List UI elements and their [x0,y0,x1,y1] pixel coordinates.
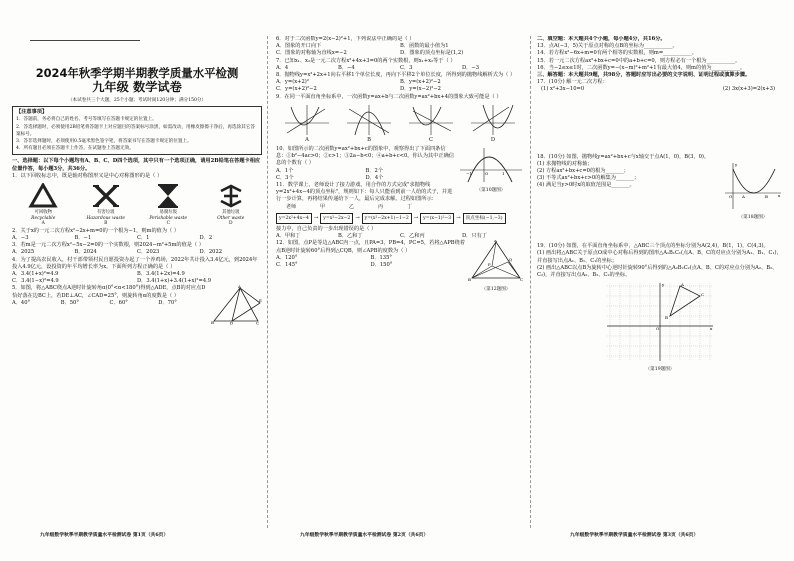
question-6: 6．对于二次函数y=2(x−2)²+1，下列说法中正确的是（ ） [276,36,415,42]
option-letter: D [228,221,233,227]
svg-text:A: A [681,282,684,288]
relay-step: y=x²−2x−2 [320,213,353,224]
option: D．只有丁 [462,233,487,240]
page-footer: 九年级数学秋季半期教学质量水平检测试卷 第3页（共6页） [570,532,699,538]
option: A．−3 [12,235,29,242]
question-18-block [537,161,783,243]
relay-step: y=(x−1)²−3 [420,213,454,224]
other-waste-icon [216,183,246,209]
option: A．40° [12,299,31,306]
recycle-label-zh: 其他垃圾 [221,210,240,216]
column-divider [530,36,531,528]
note-item: 1．答题前，务必将自己的姓名、考号等填写在答题卡规定的位置上。 [16,117,157,123]
option: C．60° [109,299,128,306]
option: B．50° [60,299,79,306]
question-7-options [276,65,524,72]
parabola-graph [283,103,331,137]
question-2: 2．关于x的一元二次方程x²−2x+m=0的一个根为−1，则m的值为（ ） [12,227,180,234]
svg-text:A: A [742,193,745,199]
question-6-options [276,43,524,57]
question-11: 11．数学课上，老师设计了接力游戏，用合作的方式完成"求抛物线y=2x²+4x−4的顶点坐标"，规则如下：每人只能看到前一人给的式子，并进行一步计算，再将结果传递给下一人，最后完成求解。过程如图所示： [276,182,453,203]
relay-name: 乙 [349,203,355,210]
question-4-options [12,271,262,285]
question-11-tail: 接力中，自己负责的一步出现错误的是（ ） [276,226,377,233]
question-12-options [276,255,465,269]
svg-text:E: E [259,298,262,304]
page-footer: 九年级数学秋季半期教学质量水平检测试卷 第1页（共6页） [40,532,169,538]
svg-text:A: A [494,240,497,244]
sub-question: (3) 不等式ax²+bx+c>0的解集为_______； [537,175,640,182]
option: D．2022 [199,249,223,256]
option: A．1个 [276,167,294,174]
option: C．y=(x+2)²−2 [276,86,317,93]
question-15: 15．若一元二次方程ax²+bx+c=0中的a+b+c=0，则方程必有一个根为___________。 [537,57,741,64]
question-10-options [276,168,455,182]
graph-option-c [407,103,455,144]
figure-caption: （第19题图） [645,367,675,373]
option-letter: B [367,136,371,143]
sub-question: (2) 画出△ABC以点B为旋转中心逆时针旋转90°后得到的△A₂B₂C₂(点A、B、C的对应点分别为A₂、B₂、C₂)，并直接写出点A₂、B₂、C₂的坐标。 [537,264,778,279]
recycle-label-zh: 有害垃圾 [96,210,115,216]
option: C．145° [276,262,298,269]
option: D．3.4(1+x)+3.4(1+x)²=4.9 [137,278,212,285]
triangle-rotation-figure [210,285,262,325]
option: D．70° [158,299,177,306]
relay-name: 丁 [407,203,413,210]
column-divider [267,36,268,528]
option: C．3 [400,64,413,71]
question-7: 7．已知x₁、x₂是一元二次方程x²+4x+3=0的两个实数根，则x₁+x₂等于（ ） [276,57,456,64]
question-1: 1．以下回收标志中，既是轴对称图形又是中心对称图形的是（ ） [12,172,163,179]
option: B．函数的最小值为1 [400,43,449,50]
question-5-options [12,300,207,307]
option: B．−4 [338,64,355,71]
recyclable-icon [28,183,58,209]
page-1 [12,36,262,528]
svg-text:x: x [778,192,781,198]
question-16: 16．当−2≤x≤1时，二次函数y=−(x−m)²+m²+1有最大值4，则m的值为___________。 [537,64,746,71]
recycle-label-en: Other waste [217,215,245,221]
arrow-icon: → [456,214,461,221]
sub-question: (2) 3x(x+3)=2(x+3) [722,86,775,93]
option-letter: B [104,221,108,227]
recycle-label-en: Recyclable [31,215,56,221]
section-heading: 三、解答题：本大题共9题，共98分，答题时应写出必要的文字说明、证明过程或演算步骤。 [537,72,751,79]
svg-text:C: C [701,292,705,298]
relay-name: 老师 [286,203,297,210]
recycle-option-c [138,183,198,227]
recycle-options [12,183,262,227]
option: D．y=(x−2)²−2 [400,86,441,93]
arrow-icon: → [355,214,360,221]
svg-text:C: C [256,320,260,326]
option: D．−3 [462,64,479,71]
option: C．图象的对称轴为直线x=−2 [276,50,347,57]
equilateral-triangle-figure [468,240,524,282]
question-18: 18．(10分) 如图，抛物线y=ax²+bx+c与x轴交于点A(1，0)，B(3，0)。 [537,153,710,160]
option-letter: D [490,136,496,143]
option: A．甲和丁 [276,233,301,240]
section-heading: 二、填空题：本大题共4个小题，每小题4分，共16分。 [537,36,666,42]
recycle-label-zh: 易腐垃圾 [159,210,178,216]
relay-step: y=(x²−2x+1)−1−2 [362,213,412,224]
hazardous-waste-icon [91,183,121,209]
option: A．3.4(1+x)²=4.9 [12,271,59,278]
option: B．3.4(1+2x)=4.9 [137,271,185,278]
arrow-icon: → [413,214,419,221]
page-3 [537,36,783,528]
question-13: 13．点A(−3，5)关于原点对称的点B的坐标为___________。 [537,43,678,50]
sub-question: (1) x²+3x−10=0 [541,86,585,93]
svg-text:B: B [468,277,471,283]
recycle-label-en: Perishable waste [149,215,188,221]
question-10-figure [458,146,524,194]
notes-heading: 【注意事项】 [16,109,48,116]
option: A．y=(x+2)² [276,79,309,86]
option: B．2024 [74,249,97,256]
option-letter: C [166,221,170,227]
svg-text:O: O [729,193,733,199]
question-12-figure [468,240,524,292]
exam-info: （本试卷共三个大题，25个小题；考试时间120分钟；满分150分） [67,98,207,103]
svg-text:A: A [238,285,241,290]
svg-text:O: O [656,326,660,332]
sub-question: (1) 画出将△ABC关于原点O成中心对称后得到的图形△A₁B₁C₁(点A、B、C的对应点分别为A₁、B₁、C₁)，并直接写出点A₁、B₁、C₁的坐标； [537,250,782,264]
svg-text:O: O [485,171,489,177]
relay-name: 丙 [378,203,384,210]
figure-caption: （第12题图） [481,286,511,292]
answer-space [537,94,783,154]
recycle-label-en: Hazardous waste [86,215,125,221]
option: C．3个 [276,174,294,181]
option: A．120° [276,254,298,261]
option: A．4 [276,64,289,71]
relay-names [276,204,524,211]
relay-flow [276,213,524,224]
question-12: 12．如图，点P是等边△ABC内一点，且PA=3，PB=4，PC=5，若将△APB绕着点B逆时针旋转60°后得到△CQB，则∠APB的度数为（ ） [276,240,465,254]
option: A．图象的开口向下 [276,43,322,50]
svg-text:C: C [520,277,524,283]
sub-question: (2) 方程ax²+bx+c=0的根为_______； [537,168,629,175]
note-item: 4．所有题目必须在答题卡上作答，在试题卷上答题无效。 [16,146,134,152]
question-18-figure [723,161,783,221]
question-3-options [12,249,262,256]
svg-text:y: y [735,161,738,167]
figure-caption: （第10题图） [476,188,506,194]
exam-title: 2024年秋季学期半期教学质量水平检测 [35,66,239,80]
svg-text:D: D [230,320,234,326]
recycle-option-a [13,183,73,227]
recycle-option-b [76,183,136,227]
option: C．3.4(1−x)²=4.9 [12,278,59,285]
coordinate-grid-figure [605,281,715,363]
exam-subtitle: 九年级 数学试卷 [92,80,182,94]
question-17-parts [537,86,783,93]
relay-step: y=2x²+4x−4 [276,213,312,224]
note-item: 3．答非选择题时，必须使用0.5毫米黑色签字笔，将答案书写在答题卡规定的位置上。 [16,139,192,145]
graph-option-a [283,103,331,144]
option: B．135° [370,254,392,261]
parabola-graph [407,103,455,137]
question-8: 8．抛物线y=x²+2x+1向右平移1个单位长度，再向下平移2个单位长度，所得到的抛物线解析式为（ ） [276,72,516,79]
notes-box [12,106,262,155]
relay-step: 顶点坐标(−1,−3) [463,213,506,224]
option-letter: A [305,136,309,143]
option: C．乙和丙 [400,233,425,240]
recycle-option-d [201,183,261,227]
page-footer: 九年级数学秋季半期教学质量水平检测试卷 第2页（共6页） [300,532,429,538]
sub-question: (1) 求抛物线的对称轴； [537,160,593,167]
svg-text:B: B [665,315,668,321]
svg-text:1: 1 [502,171,505,177]
option: A．2025 [12,249,35,256]
page-2 [276,36,524,528]
question-10: 10．如图所示的二次函数y=ax²+bx+c的图象中，观察得出了下面四条信息：①b²−4ac>0；②c>1；③2a−b<0；④a+b+c<0。你认为其中正确信息的个数有（ ） [276,146,454,167]
svg-text:−1: −1 [466,171,472,177]
arrow-icon: → [313,214,319,221]
sub-question: (4) 满足当y>0时x的取值范围是_______。 [537,182,635,189]
figure-caption: （第18题图） [738,215,768,221]
svg-text:P: P [488,262,491,268]
question-14: 14．若方程x²−6x+m=0有两个相等的实数根，则m=___________。 [537,50,697,57]
option: C．2023 [137,249,160,256]
option-letter: C [429,136,433,143]
note-item: 2．答选择题时，必须使用2B铅笔将答题卡上对应题目的答案标号涂黑，如需改动，用橡皮擦擦干净后，再选涂其它答案标号。 [16,124,255,137]
option: D．4个 [365,174,384,181]
svg-text:y: y [662,282,665,288]
svg-text:B: B [211,320,214,326]
parabola-figure [723,161,783,211]
option: D．图象的顶点坐标是(1,2) [400,50,464,57]
perishable-waste-icon [153,183,183,209]
relay-name: 甲 [320,203,326,210]
recycle-label-zh: 可回收物 [34,210,53,216]
parabola-figure [458,146,524,184]
question-9-graphs [276,103,524,144]
question-9: 9．在同一平面直角坐标系中，一次函数y=ax+b与二次函数y=ax²+bx+4的图象大致可能是（ ） [276,93,502,100]
question-19-figure [537,281,783,373]
graph-option-d [469,103,517,144]
graph-option-b [345,103,393,144]
question-17: 17．(10分) 解一元二次方程： [537,79,608,86]
option: B．乙和丁 [338,233,363,240]
option: B．2个 [365,167,383,174]
option: B．−1 [74,235,92,242]
svg-text:Q: Q [509,257,513,263]
option: D．2 [199,235,213,242]
question-4: 4．为了提高农民收入，村干部带领村民自愿投资办起了一个养鸡场，2022年共计投入3.4亿元，到2024年投入4.9亿元，设投资的年平均增长率为x，下面所列方程正确的是（ ） [12,256,258,270]
svg-text:x: x [710,326,713,332]
option: C．1 [137,235,150,242]
option: D．150° [370,262,393,269]
option: B．y=(x+2)²−2 [400,79,441,86]
question-3: 3．若m是一元二次方程x²−5x−2=0的一个实数根，则2024−m²+5m的值是（ ） [12,242,204,249]
section-heading: 一、选择题：以下每个小题均有A、B、C、D四个选项，其中只有一个选项正确，请用2B铅笔在答题卡相应位置作答，每小题3分，共36分。 [12,158,261,172]
question-8-options [276,79,524,93]
question-19: 19．(10分) 如图，在平面直角坐标系中，△ABC三个顶点的坐标分别为A(2,4)，B(1，1)，C(4,3)。 [537,243,769,250]
parabola-graph [345,103,393,137]
parabola-graph [469,103,517,137]
option-letter: A [41,221,45,227]
question-5: 5．如图，将△ABC绕点A逆时针旋转角α(0°<α<180°)得到△ADE，点B的对应点D恰好落在边BC上，若DE⊥AC，∠CAD=25°，则旋转角α的度数是（ ） [12,285,206,299]
svg-text:B: B [765,193,768,199]
